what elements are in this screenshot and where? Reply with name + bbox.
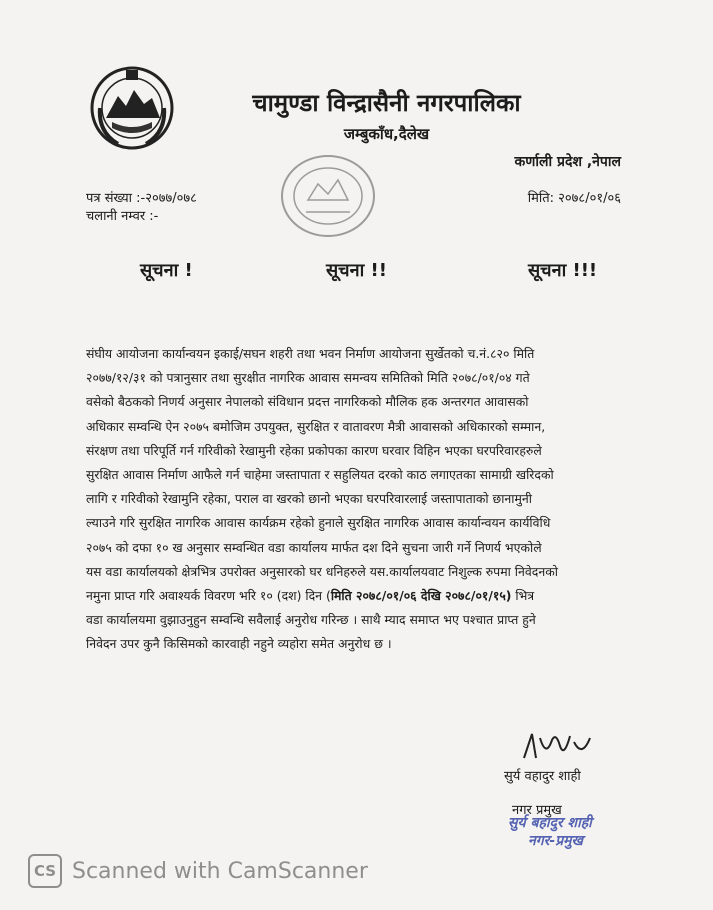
name-stamp: सुर्य बहादुर शाही — [508, 815, 592, 831]
body-line-part: नमुना प्राप्त गरि अवाश्यर्क विवरण भरि १० (दश) दिन ( — [86, 588, 331, 604]
letter-date: मिति: २०७८/०१/०६ — [527, 191, 621, 206]
watermark-text: Scanned with CamScanner — [72, 858, 368, 884]
notice-body — [86, 342, 664, 657]
body-line: लागि र गरिवीको रेखामुनि रहेका, पराल वा खरको छानो भएका घरपरिवारलाई जस्तापाताको छानामुनी — [86, 491, 533, 507]
municipality-address: जम्बुकाँध,दैलेख — [343, 125, 430, 143]
body-line: संघीय आयोजना कार्यान्वयन इकाई/सघन शहरी तथा भवन निर्माण आयोजना सुर्खेतको च.नं.८२० मिति — [86, 346, 535, 361]
notice-heading-3: सूचना !!! — [528, 260, 598, 281]
body-line: वडा कार्यालयमा वुझाउनुहुन सम्वन्धि सवैलाई अनुरोध गरिन्छ । साथै म्याद समाप्त भए पश्चात प्राप्त हुने — [86, 612, 536, 628]
notice-heading-2: सूचना !! — [326, 260, 387, 281]
body-line: २०७५ को दफा १० ख अनुसार सम्वन्धित वडा कार्यालय मार्फत दश दिने सुचना जारी गर्ने निणर्य भएकोले — [86, 539, 542, 555]
notice-heading-1: सूचना ! — [140, 260, 193, 281]
dispatch-number: चलानी नम्वर :- — [86, 209, 159, 224]
body-line: अधिकार सम्वन्धि ऐन २०७५ बमोजिम उपयुक्त, सुरक्षित र वातावरण मैत्री आवासको अधिकारको सम्मान, — [86, 418, 546, 434]
body-line-deadline — [86, 584, 664, 608]
letter-number: पत्र संख्या :-२०७७/०७८ — [86, 191, 197, 206]
office-stamp-icon — [278, 150, 378, 242]
municipality-name: चामुण्डा विन्द्रासैनी नगरपालिका — [252, 89, 521, 117]
body-line: ल्याउने गरि सुरक्षित नागरिक आवास कार्यक्रम रहेको हुनाले सुरक्षित नागरिक आवास कार्यान्वयन कार्यविधि — [86, 515, 551, 531]
signer-name: सुर्य वहादुर शाही — [504, 769, 581, 784]
body-line: वसेको बैठकको निणर्य अनुसार नेपालको संविधान प्रदत्त नागरिकको मौलिक हक अन्तरगत आवासको — [86, 394, 529, 410]
body-line: सुरक्षित आवास निर्माण आफैले गर्न चाहेमा जस्तापाता र सहुलियत दरको काठ लगाएतका सामाग्री खरिदको — [86, 467, 554, 483]
title-stamp: नगर-प्रमुख — [528, 833, 583, 849]
body-line-part: भित्र — [511, 588, 535, 604]
province-label: कर्णाली प्रदेश ,नेपाल — [514, 154, 621, 170]
handwritten-signature-icon — [520, 728, 600, 768]
deadline-dates: मिति २०७८/०१/०६ देखि २०७८/०१/१५) — [330, 588, 512, 604]
body-line: संरक्षण तथा परिपूर्ति गर्न गरिवीको रेखामुनी रहेका प्रकोपका कारण घरवार विहिन भएका घरपरिवारहरुले — [86, 442, 542, 458]
body-line: यस वडा कार्यालयको क्षेत्रभित्र उपरोक्त अनुसारको घर धनिहरुले यस.कार्यालयवाट निशुल्क रुपमा निवेदनको — [86, 563, 558, 579]
body-line: २०७७/१२/३१ को पत्रानुसार तथा सुरक्षीत नागरिक आवास समन्वय समितिको मिति २०७८/०१/०४ गते — [86, 370, 530, 386]
signer-title: नगर प्रमुख — [512, 803, 562, 818]
scanner-watermark — [28, 854, 368, 888]
body-line: निवेदन उपर कुनै किसिमको कारवाही नहुने व्यहोरा समेत अनुरोध छ । — [86, 636, 392, 652]
camscanner-logo-icon: CS — [28, 854, 62, 888]
